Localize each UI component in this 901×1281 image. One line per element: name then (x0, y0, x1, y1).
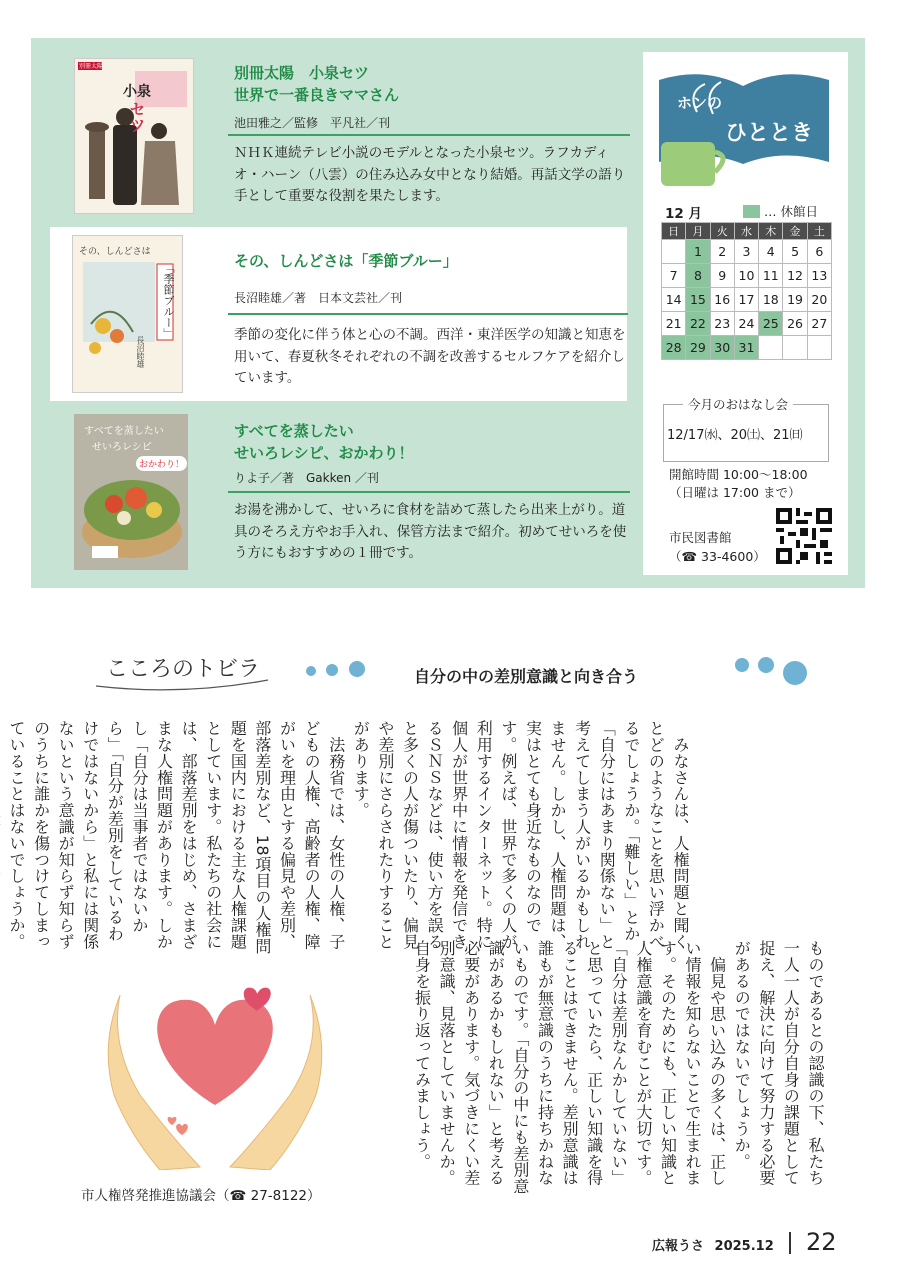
calendar-day: 13 (807, 264, 831, 288)
calendar-day: 14 (662, 288, 686, 312)
closed-day-legend: … 休館日 (764, 204, 818, 219)
footer-issue: 2025.12 (714, 1239, 774, 1254)
weekday-thu: 木 (759, 223, 783, 240)
calendar-day: 17 (734, 288, 758, 312)
footer-publication-name: 広報うさ (652, 1239, 705, 1254)
weekday-sat: 土 (807, 223, 831, 240)
kokoro-no-tobira-logo (92, 646, 274, 696)
calendar-day: 1 (686, 240, 710, 264)
book-3-title (234, 420, 413, 464)
heart-hands-illustration (100, 985, 330, 1170)
calendar-week (662, 264, 832, 288)
calendar-day: 4 (759, 240, 783, 264)
calendar-day (759, 336, 783, 360)
story-time-dates: 12/17㈬、20㈯、21㈰ (667, 428, 803, 443)
calendar-day: 27 (807, 312, 831, 336)
calendar-day: 12 (783, 264, 807, 288)
calendar-day: 26 (783, 312, 807, 336)
calendar-day: 8 (686, 264, 710, 288)
book-1-description: ＮＨＫ連続テレビ小説のモデルとなった小泉セツ。ラフカディオ・ハーン（八雲）の住み込み女中となり結婚。再話文学の語り手として重要な役割を果たします。 (234, 145, 626, 204)
book-3-description: お湯を沸かして、せいろに食材を詰めて蒸したら出来上がり。道具のそろえ方やお手入れ、保管方法まで紹介。初めてせいろを使う方にもおすすめの１冊です。 (234, 502, 627, 561)
book-cover-2 (72, 235, 183, 393)
calendar-day: 15 (686, 288, 710, 312)
weekday-mon: 月 (686, 223, 710, 240)
book-1-title-line-2: 世界で一番良きママさん (234, 86, 400, 104)
calendar-day: 10 (734, 264, 758, 288)
page-number: 22 (806, 1228, 837, 1256)
calendar-day: 9 (710, 264, 734, 288)
calendar-day: 20 (807, 288, 831, 312)
hon-no-hitotoki-logo (643, 52, 848, 192)
calendar-day: 21 (662, 312, 686, 336)
calendar-day (783, 336, 807, 360)
calendar-day: 22 (686, 312, 710, 336)
calendar-day: 29 (686, 336, 710, 360)
calendar-week (662, 288, 832, 312)
logo-line-1: ホンの (677, 94, 723, 112)
calendar-day: 5 (783, 240, 807, 264)
cover-1-label-top: 別冊太陽 (79, 63, 104, 70)
library-phone: （☎ 33-4600） (669, 549, 766, 564)
book-2-title-line-1: その、しんどさは「季節ブルー」 (234, 252, 458, 270)
cover-2-label-vertical: 「季節ブルー」 (162, 262, 175, 339)
decor-dots-left (305, 659, 367, 679)
cover-3-label-sub: せいろレシピ (92, 442, 152, 453)
calendar-weekdays (662, 223, 832, 240)
library-name: 市民図書館 (669, 530, 732, 545)
calendar-day: 24 (734, 312, 758, 336)
cover-2-label-top: その、しんどさは (79, 247, 151, 257)
footer-divider (789, 1232, 791, 1254)
cover-3-label-extra: おかわり！ (136, 456, 187, 471)
calendar-week (662, 312, 832, 336)
cover-3-label-top: すべてを蒸したい (84, 426, 164, 437)
cover-1-label-name: 小泉 (123, 84, 151, 100)
footer-publication (652, 1235, 774, 1254)
book-cover-1 (74, 58, 194, 214)
calendar-day: 2 (710, 240, 734, 264)
calendar-table (661, 222, 832, 360)
logo-line-2: ひととき (725, 121, 814, 146)
book-1-rule (228, 134, 630, 136)
book-3-title-line-2: せいろレシピ、おかわり！ (234, 444, 414, 462)
book-1-title (234, 62, 399, 106)
weekday-tue: 火 (710, 223, 734, 240)
book-2-rule (228, 313, 628, 315)
calendar-week (662, 240, 832, 264)
calendar-day: 31 (734, 336, 758, 360)
story-time-title: 今月のおはなし会 (683, 395, 793, 413)
column-text-part-2: ものであるとの認識の下、私たち一人一人が自分自身の課題として捉え、解決に向けて努力する必要があるのではないでしょうか。 偏見や思い込みの多くは、正しい情報を知らないことで生まれます。そのためにも、正しい知識と人権意識を育むことが大切です。「自分は差別なんかしていない」と思っていたら、正しい知識を得ることはできません。差別意識は誰もが無意識のうちに持ちかねないものです。「自分の中にも差別意識があるかもしれない」と考える必要があります。気づきにくい差別意識、見落としていませんか。自身を振り返ってみましょう。 (412, 940, 825, 1195)
book-3-meta: りよ子／著 Gakken ／刊 (234, 471, 379, 485)
book-cover-3 (74, 414, 188, 570)
closed-day-swatch (743, 205, 760, 218)
human-rights-council-contact: 市人権啓発推進協議会（☎ 27-8122） (81, 1188, 321, 1204)
book-1-title-line-1: 別冊太陽 小泉セツ (234, 64, 370, 82)
book-2-title (234, 250, 458, 272)
decor-dots-right (733, 654, 809, 686)
book-1-meta: 池田雅之／監修 平凡社／刊 (234, 116, 391, 130)
calendar-day: 19 (783, 288, 807, 312)
book-3-title-line-1: すべてを蒸したい (234, 422, 354, 440)
calendar-day: 28 (662, 336, 686, 360)
calendar-month: 12 月 (665, 206, 702, 222)
column-subtitle: 自分の中の差別意識と向き合う (414, 667, 639, 686)
calendar-day (662, 240, 686, 264)
calendar-day: 30 (710, 336, 734, 360)
qr-code-icon[interactable] (776, 508, 832, 564)
calendar-day: 25 (759, 312, 783, 336)
weekday-sun: 日 (662, 223, 686, 240)
column-logo-text: こころのトビラ (106, 657, 261, 682)
weekday-wed: 水 (734, 223, 758, 240)
book-2-description: 季節の変化に伴う体と心の不調。西洋・東洋医学の知識と知恵を用いて、春夏秋冬それぞれの不調を改善するセルフケアを紹介しています。 (234, 327, 626, 386)
weekday-fri: 金 (783, 223, 807, 240)
calendar-day: 7 (662, 264, 686, 288)
book-2-meta: 長沼睦雄／著 日本文芸社／刊 (234, 291, 403, 305)
column-text-part-1: みなさんは、人権問題と聞くとどのようなことを思い浮かべるでしょうか。「難しい」とか「自分にはあまり関係ない」と考えてしまう人がいるかもしれません。しかし、人権問題は、実はとても身近なものなのです。例えば、世界で多くの人が利用するインターネット。特に個人が世界中に情報を発信できるＳＮＳなどは、使い方を誤ると多くの人が傷ついたり、偏見や差別にさらされたりすることがあります。 法務省では、女性の人権、子どもの人権、高齢者の人権、障がいを理由とする偏見や差別、部落差別など、18項目の人権問題を国内における主な人権課題としています。私たちの社会には、部落差別をはじめ、さまざまな人権問題があります。しかし「自分は当事者ではないから」「自分が差別をしているわけではないから」と私には関係ないという意識が知らず知らずのうちに誰かを傷つけてしまっていることはないでしょうか。 (6, 720, 690, 955)
calendar-day: 3 (734, 240, 758, 264)
cover-1-label-name2: セツ (127, 101, 146, 133)
book-item-2 (50, 227, 627, 401)
calendar-day: 23 (710, 312, 734, 336)
book-3-rule (228, 491, 630, 493)
sunday-hours: （日曜は 17:00 まで） (669, 485, 801, 500)
library-sidebar (643, 52, 848, 575)
calendar-day: 18 (759, 288, 783, 312)
calendar-day (807, 336, 831, 360)
calendar-day: 11 (759, 264, 783, 288)
cover-2-author: 長沼睦雄 (136, 336, 145, 368)
calendar-day: 16 (710, 288, 734, 312)
opening-hours: 開館時間 10:00～18:00 (669, 467, 808, 482)
calendar-day: 6 (807, 240, 831, 264)
calendar-week (662, 336, 832, 360)
